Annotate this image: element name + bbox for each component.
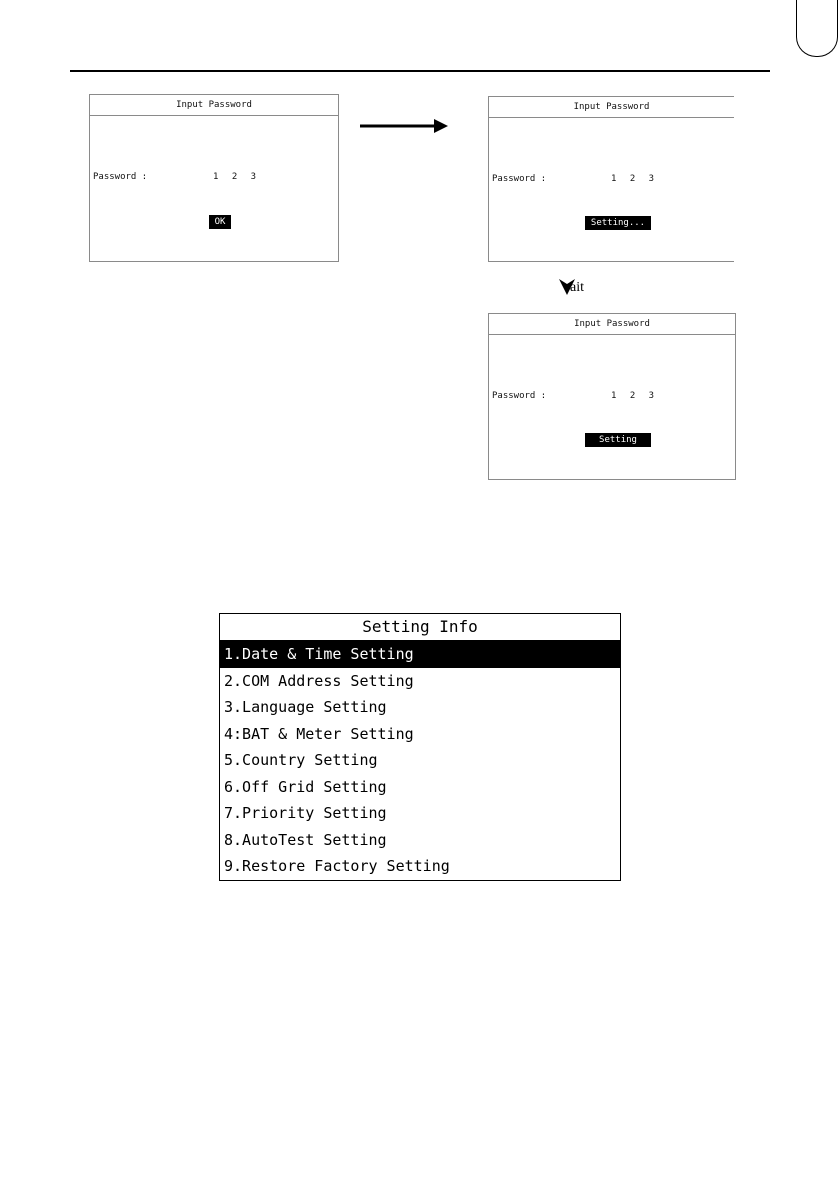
- menu-item-date-time[interactable]: 1.Date & Time Setting: [220, 641, 620, 668]
- setting-info-menu: [219, 613, 621, 881]
- password-value: 1 2 3: [611, 174, 659, 184]
- menu-item-priority[interactable]: 7.Priority Setting: [224, 804, 387, 822]
- screen-title: Input Password: [489, 314, 735, 335]
- password-screen-setting-ok: [488, 313, 736, 480]
- password-label: Password :: [93, 172, 148, 182]
- menu-item-bat-meter[interactable]: 4:BAT & Meter Setting: [224, 724, 414, 743]
- page-corner-decoration: [796, 0, 838, 57]
- screen-title: Input Password: [90, 95, 338, 116]
- password-screen-initial: [89, 94, 339, 262]
- setting-ok-status: Setting Ok!: [585, 433, 651, 447]
- ok-button[interactable]: OK: [209, 215, 231, 229]
- menu-item-restore-factory[interactable]: 9.Restore Factory Setting: [224, 857, 450, 875]
- password-value: 1 2 3: [213, 172, 261, 182]
- password-value: 1 2 3: [611, 391, 659, 401]
- menu-item-language[interactable]: 3.Language Setting: [224, 698, 387, 716]
- password-label: Password :: [492, 174, 547, 184]
- wait-label: ait: [570, 280, 584, 295]
- menu-item-autotest[interactable]: 8.AutoTest Setting: [224, 830, 387, 849]
- arrow-right-icon: [358, 116, 450, 136]
- header-rule: [70, 70, 770, 72]
- screen-title: Input Password: [489, 97, 734, 118]
- setting-status-button: Setting...: [585, 216, 651, 230]
- menu-title: Setting Info: [220, 614, 620, 641]
- menu-item-country[interactable]: 5.Country Setting: [224, 751, 378, 769]
- password-screen-setting: [488, 96, 734, 262]
- password-label: Password :: [492, 391, 547, 401]
- menu-item-com-address[interactable]: 2.COM Address Setting: [224, 671, 414, 690]
- menu-item-off-grid[interactable]: 6.Off Grid Setting: [224, 777, 387, 796]
